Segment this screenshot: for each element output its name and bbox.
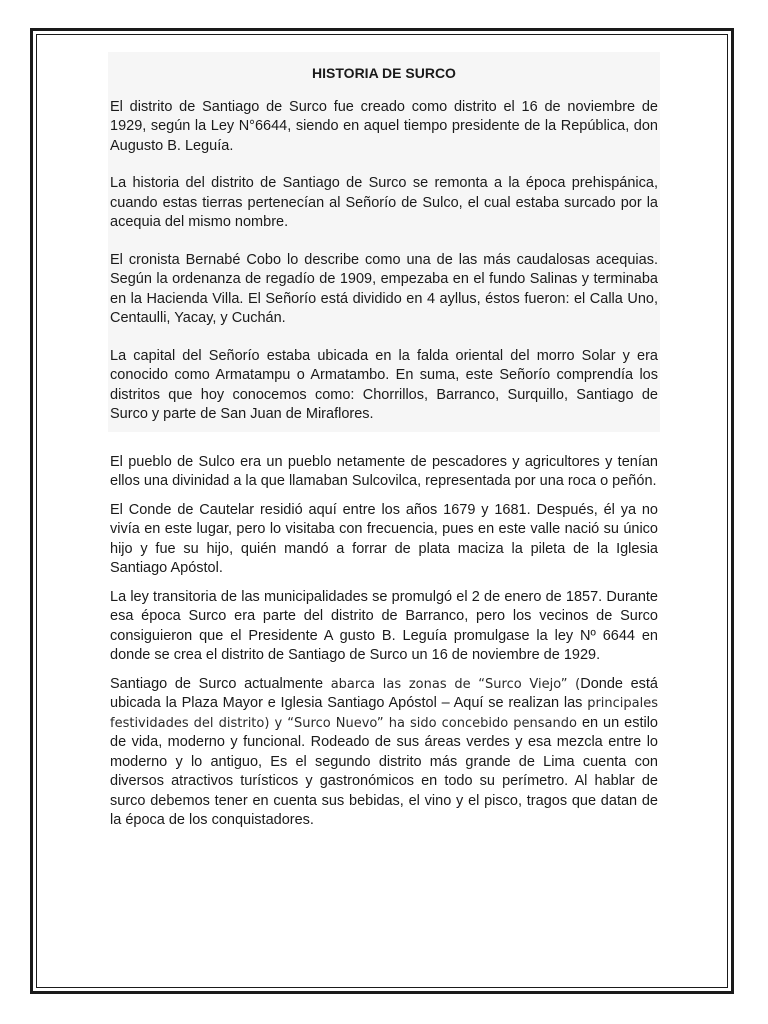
paragraph-2: La historia del distrito de Santiago de Surco se remonta a la época prehispánica, cuando estas tierras pertenecían al Señorío de Sulco, el cual estaba surcado por la acequia del mismo nombre. [110, 175, 658, 230]
document-title: HISTORIA DE SURCO [312, 65, 456, 81]
paragraph-3: El cronista Bernabé Cobo lo describe como una de las más caudalosas acequias. Según la ordenanza de regadío de 1909, empezaba en el fundo Salinas y terminaba en la Hacienda Villa. El Señorío está dividido en 4 ayllus, éstos fueron: el Calla Uno, Centaulli, Yacay, y Cuchán. [110, 251, 658, 326]
document-body [110, 64, 658, 831]
paragraph-5: El pueblo de Sulco era un pueblo netamente de pescadores y agricultores y tenían ellos una divinidad a la que llamaban Sulcovilca, representada por una roca o peñón. [110, 453, 658, 489]
paragraph-6: El Conde de Cautelar residió aquí entre los años 1679 y 1681. Después, él ya no vivía en este lugar, pero lo visitaba con frecuencia, pues en este valle nació su único hijo y fue su hijo, quién mandó a forrar de plata maciza la pileta de la Iglesia Santiago Apóstol. [110, 501, 658, 576]
paragraph-1: El distrito de Santiago de Surco fue creado como distrito el 16 de noviembre de 1929, según la Ley N°6644, siendo en aquel tiempo presidente de la República, don Augusto B. Leguía. [110, 98, 658, 154]
paragraph-8 [110, 675, 658, 831]
paragraph-8-part-1: Santiago de Surco actualmente [110, 675, 331, 692]
paragraph-4: La capital del Señorío estaba ubicada en la falda oriental del morro Solar y era conocido como Armatampu o Armatambo. En suma, este Señorío comprendía los distritos que hoy conocemos como: Chorrillos, Barranco, Surquillo, Santiago de Surco y parte de San Juan de Miraflores. [110, 347, 658, 422]
paragraph-8-part-5: en un estilo de vida, moderno y funcional. Rodeado de sus áreas verdes y esa mezcla entre lo moderno y lo antiguo, Es el segundo distrito más grande de Lima cuenta con diversos atractivos turísticos y gastronómicos en todo su perímetro. Al hablar de surco debemos tener en cuenta sus bebidas, el vino y el pisco, tragos que datan de la época de los conquistadores. [110, 714, 658, 828]
paragraph-8-part-2: abarca las zonas de “Surco Viejo” ( [330, 676, 581, 692]
paragraph-8-part-4: principales festividades del distrito) y “Surco Nuevo” ha sido concebido pensando [110, 696, 658, 731]
paragraph-7: La ley transitoria de las municipalidades se promulgó el 2 de enero de 1857. Durante esa época Surco era parte del distrito de Barranco, pero los vecinos de Surco consiguieron que el Presidente A gusto B. Leguía promulgase la ley Nº 6644 en donde se crea el distrito de Santiago de Surco un 16 de noviembre de 1929. [110, 588, 658, 663]
paragraph-8-part-3: Donde está ubicada la Plaza Mayor e Iglesia Santiago Apóstol – Aquí se realizan las [110, 675, 658, 711]
